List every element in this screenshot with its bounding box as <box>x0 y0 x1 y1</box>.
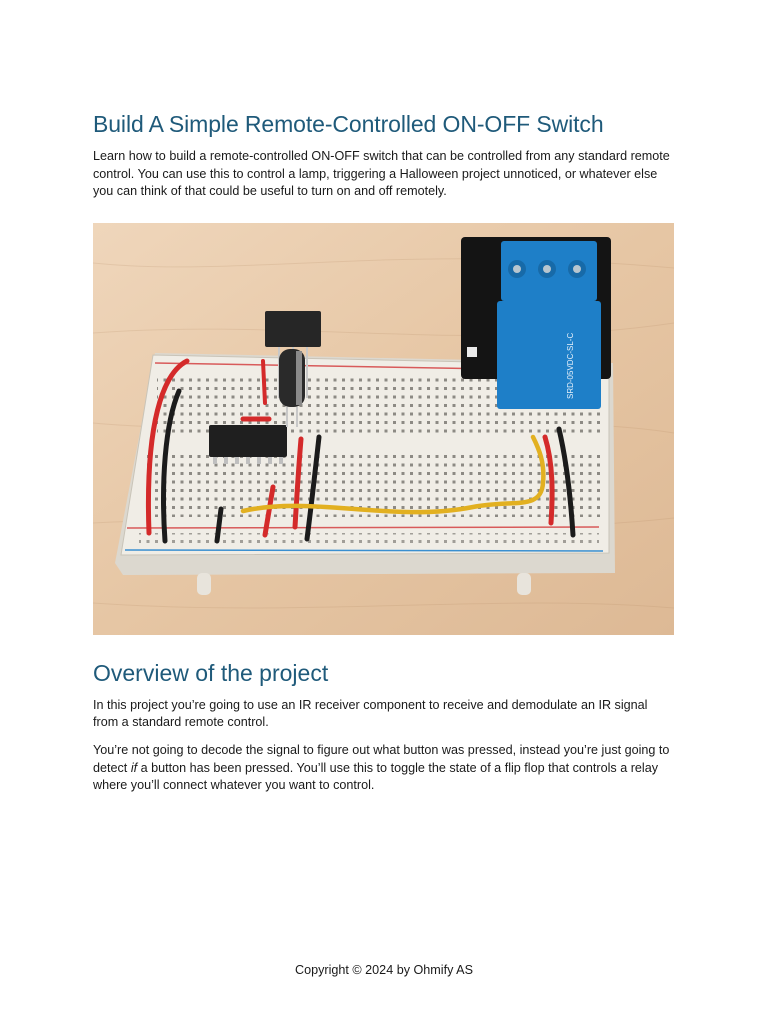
overview-paragraph-2-start: You’re not going to decode the signal to figure out what button was pressed, instead you’re just going to detect <box>93 742 670 775</box>
emphasis-if: if <box>130 760 138 775</box>
breadboard-photo <box>93 223 674 635</box>
overview-paragraph-1: In this project you’re going to use an IR receiver component to receive and demodulate an IR signal from a standard remote control. <box>93 697 648 730</box>
relay-label: SRD-05VDC-SL-C <box>566 332 575 399</box>
page-title: Build A Simple Remote-Controlled ON-OFF Switch <box>93 111 604 137</box>
document-page <box>93 108 675 795</box>
overview-paragraph-2 <box>93 742 675 795</box>
overview-paragraph-2-end: a button has been pressed. You’ll use this to toggle the state of a flip flop that controls a relay where you’ll connect whatever you want to control. <box>93 760 658 793</box>
copyright-footer: Copyright © 2024 by Ohmify AS <box>295 963 473 977</box>
overview-heading: Overview of the project <box>93 659 329 686</box>
intro-paragraph: Learn how to build a remote-controlled ON-OFF switch that can be controlled from any standard remote control. You can use this to control a lamp, triggering a Halloween project unnoticed, or whatever else you can think of that could be useful to turn on and off remotely. <box>93 149 670 199</box>
